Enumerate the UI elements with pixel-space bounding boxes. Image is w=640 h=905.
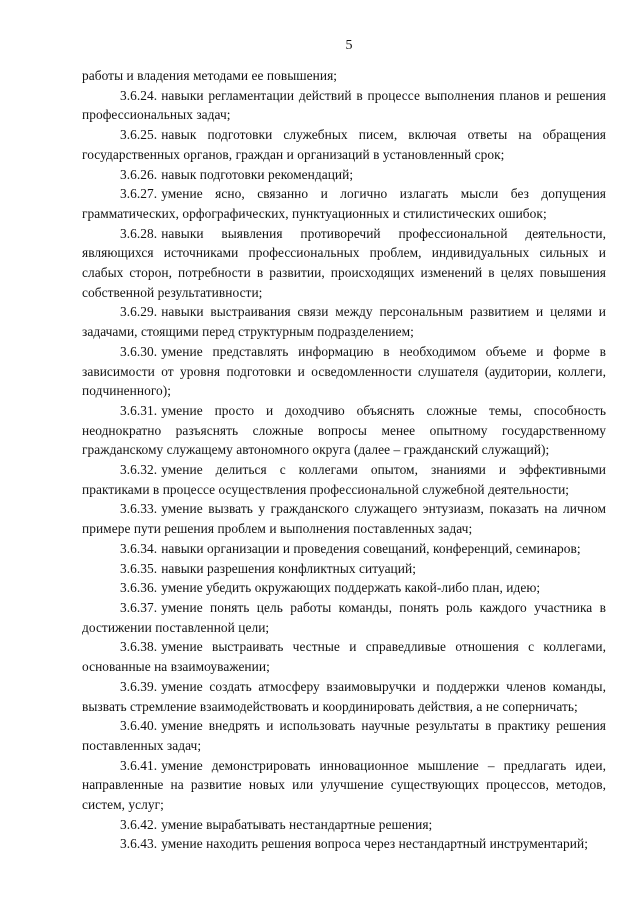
paragraph-number: 3.6.40. [120, 718, 158, 734]
paragraph-text: навык подготовки рекомендаций; [161, 166, 354, 182]
numbered-paragraph [82, 716, 606, 755]
numbered-paragraph [82, 539, 606, 559]
paragraph-number: 3.6.31. [120, 402, 158, 418]
numbered-paragraph [82, 499, 606, 538]
numbered-paragraph [82, 401, 606, 460]
paragraph-number: 3.6.41. [120, 757, 158, 773]
numbered-paragraph [82, 165, 606, 185]
paragraph-text: умение находить решения вопроса через нестандартный инструментарий; [161, 836, 588, 852]
numbered-paragraph [82, 184, 606, 223]
numbered-paragraph [82, 125, 606, 164]
paragraph-number: 3.6.29. [120, 304, 158, 320]
paragraph-text: навыки организации и проведения совещаний, конференций, семинаров; [161, 540, 581, 556]
paragraph-text: умение вырабатывать нестандартные решения; [161, 816, 433, 832]
paragraph-number: 3.6.38. [120, 639, 158, 655]
paragraph-text: умение понять цель работы команды, понять роль каждого участника в достижении поставленной цели; [82, 599, 606, 635]
numbered-paragraph [82, 677, 606, 716]
paragraph-continuation [82, 66, 606, 86]
paragraph-number: 3.6.42. [120, 816, 158, 832]
paragraph-text: умение представлять информацию в необходимом объеме и форме в зависимости от уровня подготовки и осведомленности слушателя (аудитории, коллеги, подчиненного); [82, 343, 606, 399]
paragraph-number: 3.6.37. [120, 599, 158, 615]
paragraph-text: работы и владения методами ее повышения; [82, 68, 338, 83]
paragraph-number: 3.6.28. [120, 225, 158, 241]
numbered-paragraph [82, 834, 606, 854]
paragraph-number: 3.6.39. [120, 678, 158, 694]
paragraph-text: навыки регламентации действий в процессе выполнения планов и решения профессиональных задач; [82, 87, 606, 123]
numbered-paragraph [82, 342, 606, 401]
paragraph-text: умение создать атмосферу взаимовыручки и поддержки членов команды, вызвать стремление взаимодействовать и координировать действия, а не соперничать; [82, 678, 606, 714]
paragraph-text: навыки выстраивания связи между персональным развитием и целями и задачами, стоящими перед структурным подразделением; [82, 304, 606, 340]
numbered-paragraph [82, 756, 606, 815]
paragraph-text: навыки выявления противоречий профессиональной деятельности, являющихся источниками профессиональных проблем, индивидуальных сильных и слабых сторон, потребности в развитии, происходящих изменений в целях повышения собственной результативности; [82, 225, 606, 300]
numbered-paragraph [82, 224, 606, 303]
paragraph-text: навыки разрешения конфликтных ситуаций; [161, 560, 416, 576]
paragraph-text: умение делиться с коллегами опытом, знаниями и эффективными практиками в процессе осуществления профессиональной служебной деятельности; [82, 462, 606, 497]
paragraph-text: умение просто и доходчиво объяснять сложные темы, способность неоднократно разъяснять сложные вопросы менее опытному государственному гражданскому служащему автономного округа (далее – гражданский служащий); [82, 402, 606, 458]
paragraph-number: 3.6.27. [120, 186, 158, 202]
paragraph-text: умение демонстрировать инновационное мышление – предлагать идеи, направленные на развитие новых или улучшение существующих процессов, методов, систем, услуг; [82, 757, 606, 813]
paragraph-text: навык подготовки служебных писем, включая ответы на обращения государственных органов, граждан и организаций в установленный срок; [82, 127, 606, 162]
numbered-paragraph [82, 460, 606, 499]
paragraph-text: умение ясно, связанно и логично излагать мысли без допущения грамматических, орфографических, пунктуационных и стилистических ошибок; [82, 186, 606, 221]
paragraph-text: умение убедить окружающих поддержать какой-либо план, идею; [161, 580, 541, 596]
numbered-paragraph [82, 86, 606, 125]
paragraph-number: 3.6.43. [120, 836, 158, 852]
paragraph-text: умение внедрять и использовать научные результаты в практику решения поставленных задач; [82, 718, 606, 753]
paragraph-text: умение выстраивать честные и справедливые отношения с коллегами, основанные на взаимоуважении; [82, 639, 606, 675]
paragraph-number: 3.6.26. [120, 166, 158, 182]
paragraph-number: 3.6.32. [120, 462, 158, 478]
numbered-paragraph [82, 559, 606, 579]
paragraph-text: умение вызвать у гражданского служащего энтузиазм, показать на личном примере пути решения проблем и выполнения поставленных задач; [82, 501, 606, 537]
paragraph-number: 3.6.30. [120, 343, 158, 359]
paragraph-number: 3.6.34. [120, 540, 158, 556]
page-number: 5 [345, 38, 353, 53]
paragraph-number: 3.6.25. [120, 127, 158, 143]
numbered-paragraph [82, 815, 606, 835]
numbered-paragraph [82, 598, 606, 637]
numbered-paragraph [82, 302, 606, 341]
paragraph-number: 3.6.36. [120, 580, 158, 596]
numbered-paragraph [82, 578, 606, 598]
paragraph-number: 3.6.35. [120, 560, 158, 576]
paragraph-number: 3.6.24. [120, 87, 158, 103]
numbered-paragraph [82, 637, 606, 676]
document-body [82, 66, 606, 854]
paragraph-number: 3.6.33. [120, 501, 158, 517]
